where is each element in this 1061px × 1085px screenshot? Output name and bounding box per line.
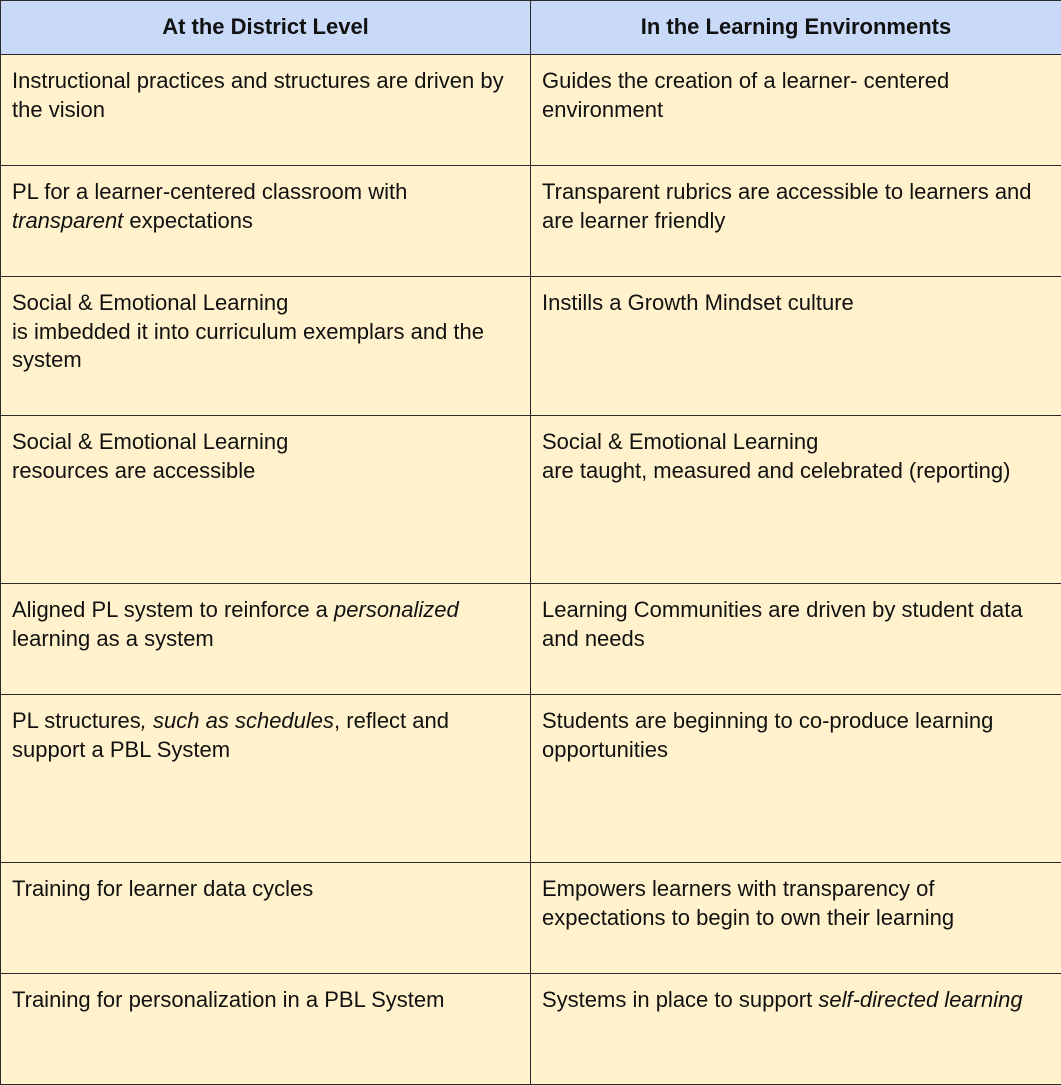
learning-cell: Instills a Growth Mindset culture bbox=[531, 277, 1061, 416]
table-row bbox=[1, 416, 1061, 584]
district-cell: Training for learner data cycles bbox=[1, 863, 531, 974]
cell-text: Systems in place to support bbox=[542, 987, 818, 1012]
district-cell: Instructional practices and structures are driven by the vision bbox=[1, 55, 531, 166]
learning-cell bbox=[531, 974, 1061, 1085]
district-cell: Social & Emotional Learning is imbedded it into curriculum exemplars and the system bbox=[1, 277, 531, 416]
cell-text: expectations bbox=[123, 208, 253, 233]
cell-text: PL for a learner-centered classroom with bbox=[12, 179, 407, 204]
district-cell bbox=[1, 695, 531, 863]
cell-text: , reflect and support a PBL System bbox=[12, 708, 449, 762]
cell-text: learning as a system bbox=[12, 626, 214, 651]
emphasis-text: self-directed learning bbox=[818, 987, 1022, 1012]
learning-cell: Guides the creation of a learner- centered environment bbox=[531, 55, 1061, 166]
header-learning: In the Learning Environments bbox=[531, 1, 1061, 55]
table-row bbox=[1, 55, 1061, 166]
header-row bbox=[1, 1, 1061, 55]
cell-text: PL structures bbox=[12, 708, 141, 733]
learning-cell: Empowers learners with transparency of expectations to begin to own their learning bbox=[531, 863, 1061, 974]
learning-cell: Transparent rubrics are accessible to learners and are learner friendly bbox=[531, 166, 1061, 277]
table-row bbox=[1, 695, 1061, 863]
learning-cell: Students are beginning to co-produce learning opportunities bbox=[531, 695, 1061, 863]
header-district: At the District Level bbox=[1, 1, 531, 55]
district-cell bbox=[1, 166, 531, 277]
table-row bbox=[1, 974, 1061, 1085]
emphasis-text: personalized bbox=[334, 597, 459, 622]
table-row bbox=[1, 277, 1061, 416]
emphasis-text: transparent bbox=[12, 208, 123, 233]
district-cell: Training for personalization in a PBL System bbox=[1, 974, 531, 1085]
cell-text: Aligned PL system to reinforce a bbox=[12, 597, 334, 622]
emphasis-text: , such as schedules bbox=[141, 708, 334, 733]
table-row bbox=[1, 166, 1061, 277]
learning-cell: Learning Communities are driven by student data and needs bbox=[531, 584, 1061, 695]
learning-cell: Social & Emotional Learning are taught, measured and celebrated (reporting) bbox=[531, 416, 1061, 584]
table-row bbox=[1, 863, 1061, 974]
district-cell: Social & Emotional Learning resources are accessible bbox=[1, 416, 531, 584]
table-row bbox=[1, 584, 1061, 695]
district-cell bbox=[1, 584, 531, 695]
